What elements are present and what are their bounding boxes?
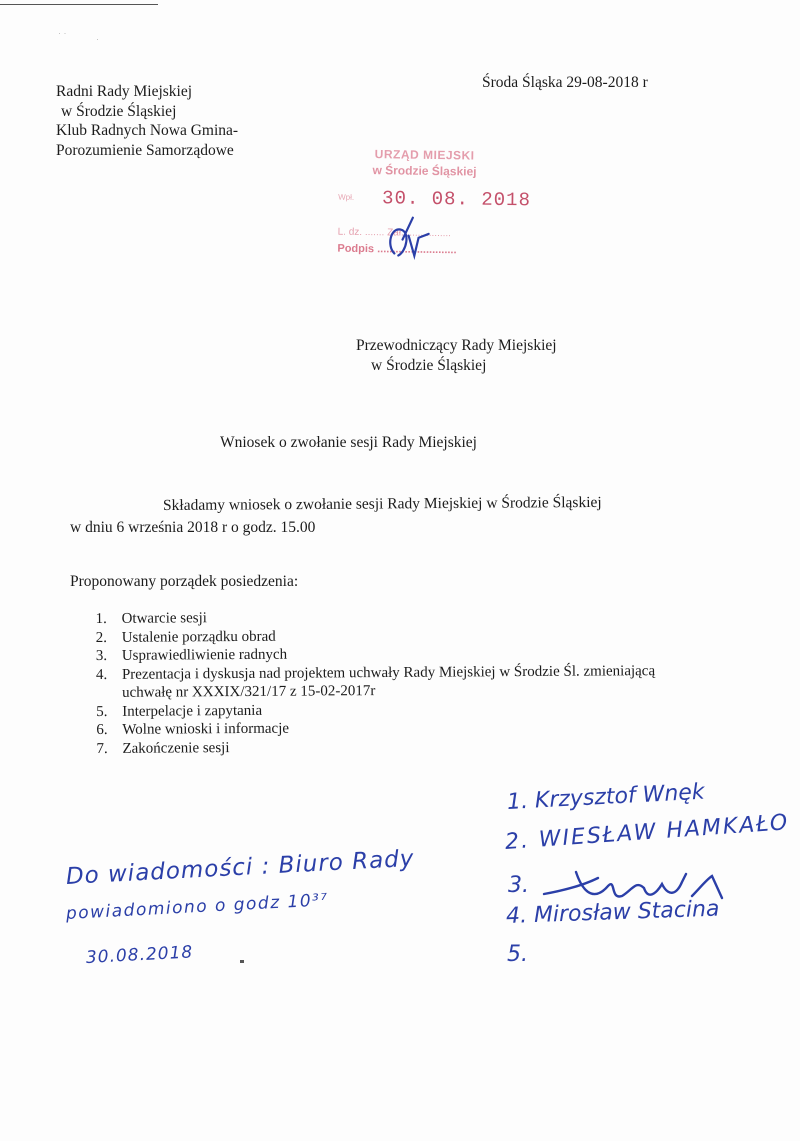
addressee-line: Przewodniczący Rady Miejskiej bbox=[356, 337, 557, 354]
handwritten-note-line: Do wiadomości : Biuro Rady bbox=[65, 845, 416, 890]
sender-block bbox=[56, 82, 238, 160]
stamp-signature-line: Podpis .......................... bbox=[337, 242, 457, 257]
agenda-item-text: Prezentacja i dyskusja nad projektem uchwały Rady Miejskiej w Środzie Śl. zmieniającą bbox=[121, 662, 656, 683]
agenda-list bbox=[95, 606, 655, 758]
agenda-item-text: Ustalenie porządku obrad bbox=[121, 628, 276, 646]
stamp-office-name: URZĄD MIEJSKI bbox=[374, 147, 475, 163]
agenda-heading: Proponowany porządek posiedzenia: bbox=[70, 573, 299, 590]
sender-line: Porozumienie Samorządowe bbox=[56, 141, 234, 159]
document-title: Wniosek o zwołanie sesji Rady Miejskiej bbox=[220, 434, 477, 451]
stamp-office-city: w Środzie Śląskiej bbox=[372, 163, 477, 179]
agenda-item-number: 3. bbox=[95, 647, 108, 665]
signature-entry: 4. Mirosław Stacina bbox=[505, 896, 720, 929]
sender-line: w Środzie Śląskiej bbox=[61, 102, 177, 120]
agenda-item-number: 6. bbox=[96, 721, 108, 738]
signature-entry: 5. bbox=[507, 942, 528, 967]
handwritten-note-date: 30.08.2018 bbox=[85, 942, 194, 968]
agenda-item bbox=[96, 736, 655, 758]
signature-number: 3. bbox=[508, 873, 529, 898]
agenda-item-number: 5. bbox=[96, 703, 108, 720]
addressee-line: w Środzie Śląskiej bbox=[371, 357, 487, 374]
received-stamp bbox=[329, 147, 541, 268]
agenda-item-number: 4. bbox=[95, 666, 108, 683]
document-date: Środa Śląska 29-08-2018 r bbox=[482, 74, 648, 91]
agenda-item-continuation: uchwałę nr XXXIX/321/17 z 15-02-2017r bbox=[122, 683, 376, 701]
ink-mark bbox=[240, 960, 244, 963]
signature-entry: 2. WIESŁAW HAMKAŁO bbox=[504, 810, 791, 855]
body-text-line: Składamy wniosek o zwołanie sesji Rady Miejskiej w Środzie Śląskiej bbox=[162, 493, 602, 514]
addressee-block bbox=[356, 336, 557, 376]
stamp-wpl-label: Wpł. bbox=[338, 192, 355, 202]
signature-entry: 1. Krzysztof Wnęk bbox=[506, 779, 706, 815]
agenda-item-number: 2. bbox=[95, 629, 107, 646]
scan-speck: · bbox=[96, 34, 99, 44]
agenda-item bbox=[96, 662, 655, 684]
agenda-item-text: Zakończenie sesji bbox=[122, 739, 230, 757]
sender-line: Radni Rady Miejskiej bbox=[56, 83, 193, 100]
stamp-ref-line: L. dz. ....... Zał. ................ bbox=[337, 226, 452, 240]
body-text-line: w dniu 6 września 2018 r o godz. 15.00 bbox=[70, 519, 316, 536]
agenda-item-text: Wolne wnioski i informacje bbox=[122, 720, 290, 738]
agenda-item-number: 7. bbox=[96, 740, 108, 757]
agenda-item-text: Otwarcie sesji bbox=[121, 610, 207, 627]
sender-line: Klub Radnych Nowa Gmina- bbox=[56, 122, 239, 139]
agenda-item-number: 1. bbox=[95, 610, 107, 628]
handwritten-note-line: powiadomiono o godz 10³⁷ bbox=[65, 890, 330, 924]
scan-edge-line bbox=[0, 4, 158, 5]
agenda-item-text: Usprawiedliwienie radnych bbox=[121, 646, 288, 664]
agenda-item-text: Interpelacje i zapytania bbox=[122, 702, 263, 720]
stamp-received-date: 30. 08. 2018 bbox=[381, 187, 532, 212]
scan-speck: · · bbox=[58, 28, 67, 38]
stamp-initials-signature bbox=[384, 215, 435, 262]
